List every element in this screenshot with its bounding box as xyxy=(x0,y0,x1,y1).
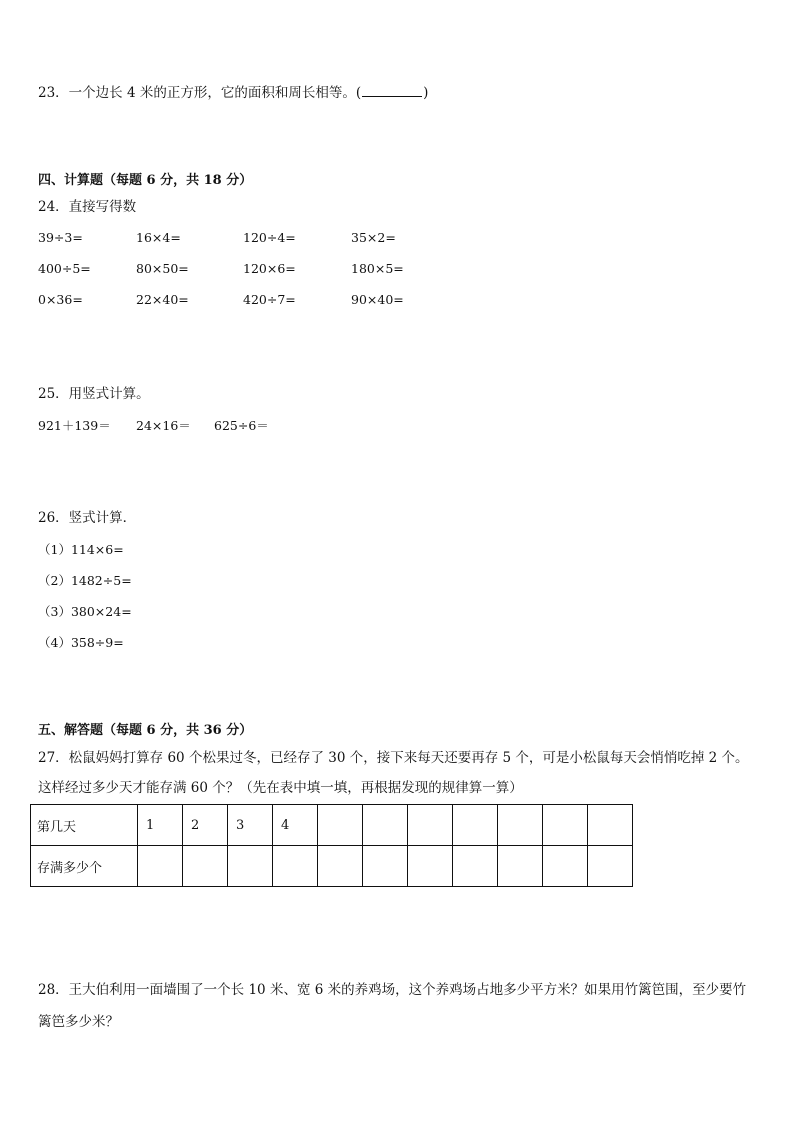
question-23-text: 23．一个边长 4 米的正方形，它的面积和周长相等。( xyxy=(38,85,362,101)
section-4-title: 四、计算题（每题 6 分，共 18 分） xyxy=(38,173,253,188)
table-cell[interactable] xyxy=(138,846,183,887)
calc-row-3 xyxy=(38,292,458,310)
calc-item: 921＋139＝ xyxy=(38,418,111,433)
section-5-title: 五、解答题（每题 6 分，共 36 分） xyxy=(38,723,253,738)
calc-item: 39÷3= xyxy=(38,230,83,245)
table-cell[interactable] xyxy=(363,805,408,846)
table-header-day: 第几天 xyxy=(31,805,138,846)
table-row xyxy=(31,805,633,846)
table-cell[interactable] xyxy=(543,846,588,887)
calc-item: （3）380×24= xyxy=(38,604,132,619)
table-cell[interactable]: 3 xyxy=(228,805,273,846)
table-cell[interactable] xyxy=(498,846,543,887)
calc-item: 22×40= xyxy=(136,292,189,307)
table-cell[interactable]: 4 xyxy=(273,805,318,846)
table-cell[interactable] xyxy=(363,846,408,887)
calc-item: 180×5= xyxy=(351,261,404,276)
calc-item: 400÷5= xyxy=(38,261,91,276)
calc-item: 24×16＝ xyxy=(136,418,191,433)
calc-item: 90×40= xyxy=(351,292,404,307)
calc-item: 0×36= xyxy=(38,292,83,307)
calc-item: 35×2= xyxy=(351,230,396,245)
calc-item: （2）1482÷5= xyxy=(38,573,132,588)
table-cell[interactable] xyxy=(408,846,453,887)
question-23-close: ) xyxy=(423,85,429,101)
table-cell[interactable] xyxy=(408,805,453,846)
question-27-line-1: 27．松鼠妈妈打算存 60 个松果过冬，已经存了 30 个，接下来每天还要再存 5 个，可是小松鼠每天会悄悄吃掉 2 个。 xyxy=(38,750,749,766)
table-cell[interactable] xyxy=(318,846,363,887)
calc-item: 420÷7= xyxy=(243,292,296,307)
table-cell[interactable] xyxy=(543,805,588,846)
question-24-title: 24．直接写得数 xyxy=(38,199,137,215)
calc-item: 120×6= xyxy=(243,261,296,276)
table-cell[interactable]: 2 xyxy=(183,805,228,846)
calc-row-2 xyxy=(38,261,458,279)
calc-item: 120÷4= xyxy=(243,230,296,245)
table-cell[interactable] xyxy=(318,805,363,846)
question-26-title: 26．竖式计算． xyxy=(38,510,137,526)
table-cell[interactable] xyxy=(588,805,633,846)
calc-item: 16×4= xyxy=(136,230,181,245)
answer-blank[interactable] xyxy=(362,83,422,97)
table-cell[interactable] xyxy=(498,805,543,846)
calc-item: 80×50= xyxy=(136,261,189,276)
table-cell[interactable] xyxy=(588,846,633,887)
fill-in-table xyxy=(30,804,633,887)
question-23 xyxy=(38,83,428,102)
question-27-line-2: 这样经过多少天才能存满 60 个？（先在表中填一填，再根据发现的规律算一算） xyxy=(38,780,523,796)
calc-item: （4）358÷9= xyxy=(38,635,124,650)
table-cell[interactable] xyxy=(228,846,273,887)
vertical-calc-row xyxy=(38,416,458,434)
table-cell[interactable] xyxy=(183,846,228,887)
calc-row-1 xyxy=(38,230,458,248)
question-28-line-2: 篱笆多少米？ xyxy=(38,1014,119,1030)
table-cell[interactable] xyxy=(453,805,498,846)
table-cell[interactable]: 1 xyxy=(138,805,183,846)
question-25-title: 25．用竖式计算。 xyxy=(38,386,150,402)
table-row xyxy=(31,846,633,887)
table-header-count: 存满多少个 xyxy=(31,846,138,887)
question-28-line-1: 28．王大伯利用一面墙围了一个长 10 米、宽 6 米的养鸡场，这个养鸡场占地多少平方米？如果用竹篱笆围，至少要竹 xyxy=(38,982,747,998)
table-cell[interactable] xyxy=(273,846,318,887)
calc-item: （1）114×6= xyxy=(38,542,124,557)
calc-item: 625÷6＝ xyxy=(214,418,269,433)
table-cell[interactable] xyxy=(453,846,498,887)
